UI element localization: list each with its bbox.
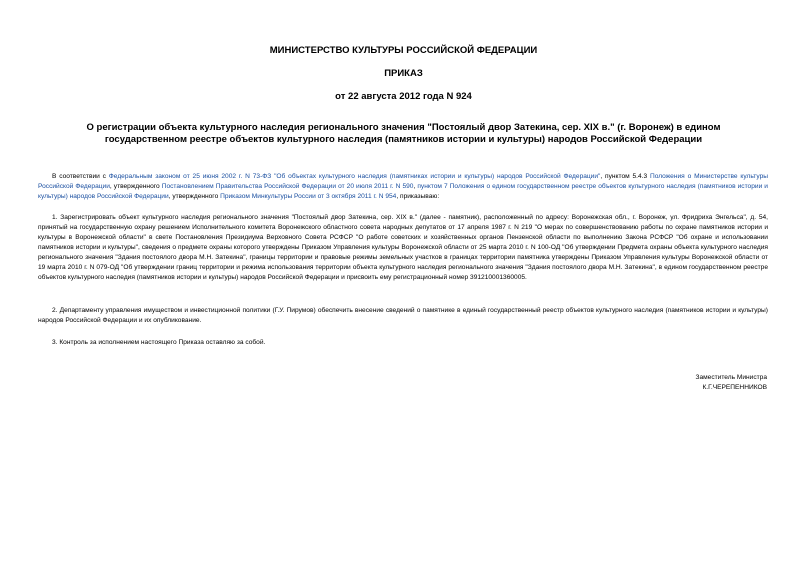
intro-text-3: , утвержденного — [109, 183, 162, 190]
ministry-heading: МИНИСТЕРСТВО КУЛЬТУРЫ РОССИЙСКОЙ ФЕДЕРАЦИИ — [269, 45, 538, 56]
item-1-text: 1. Зарегистрировать объект культурного наследия регионального значения "Постоялый двор Затекина, сер. XIX в." (далее - памятник), расположенный по адресу: Воронежская обл., г. Воронеж, ул. Фридриха Энгельса", д. 54, принятый на государственную охрану решением Исполнительного комитета Воронежского областного совета народных депутатов от 17 апреля 1987 г. N 219 "О мерах по совершенствованию работы по охране памятников истории и культуры в Воронежской области" в свете Постановления Президиума Верховного Совета РСФСР "О работе советских и хозяйственных органов Пензенской области по выполнению Закона РСФСР "Об охране и использовании памятников истории и культуры", сведения о предмете охраны которого утверждены Приказом Управления культуры Воронежской области от 25 марта 2010 г. N 100-ОД "Об утверждении Предмета охраны объекта культурного наследия регионального значения "Здания постоялого двора М.Н. Затекина", границы территории и правовые режимы земельных участков в границах территории памятника утверждены Приказом Управления культуры Воронежской области от 19 марта 2010 г. N 079-ОД "Об утверждении границ территории и режима использования территории объекта культурного наследия регионального значения "Здания постоялого двора М.Н. Затекина", в едином государственном реестре объектов культурного наследия (памятников истории и культуры) народов Российской Федерации и присвоить ему регистрационный номер 391210001360005. — [38, 214, 768, 281]
link-ministry-regulation[interactable]: Положения о Министерстве культуры Российской Федерации — [38, 173, 768, 190]
item-2-text: 2. Департаменту управления имуществом и инвестиционной политики (Г.У. Пирумов) обеспечить внесение сведений о памятнике в единый государственный реестр объектов культурного наследия (памятников истории и культуры) народов Российской Федерации и их опубликование. — [38, 307, 768, 324]
intro-text-6: , приказываю: — [396, 193, 440, 200]
item-1-paragraph — [38, 213, 768, 283]
link-federal-law[interactable]: Федеральным законом от 25 июня 2002 г. N 73-ФЗ "Об объектах культурного наследия (памятниках истории и культуры) народов Российской Федерации" — [108, 173, 601, 180]
link-ministry-order[interactable]: Приказом Минкультуры России от 3 октября 2011 г. N 954 — [220, 193, 397, 200]
item-3-paragraph — [38, 338, 768, 348]
link-registry-regulation[interactable]: пунктом 7 Положения о едином государственном реестре объектов культурного наследия (памятников истории и культуры) народов Российской Федерации — [38, 183, 768, 200]
intro-paragraph — [38, 172, 768, 202]
intro-text-2: , пунктом 5.4.3 — [600, 173, 650, 180]
item-3-text: 3. Контроль за исполнением настоящего Приказа оставляю за собой. — [52, 339, 266, 346]
link-government-resolution[interactable]: Постановлением Правительства Российской Федерации от 20 июля 2011 г. N 590 — [161, 183, 414, 190]
signature-name: К.Г.ЧЕРЕПЕННИКОВ — [702, 384, 767, 391]
intro-text-1: В соответствии с — [52, 173, 109, 180]
document-type-heading: ПРИКАЗ — [384, 68, 423, 79]
document-date-number: от 22 августа 2012 года N 924 — [335, 91, 472, 102]
intro-text-4: , — [413, 183, 418, 190]
item-2-paragraph — [38, 306, 768, 326]
intro-text-5: , утвержденного — [168, 193, 221, 200]
signature-position: Заместитель Министра — [695, 374, 767, 381]
document-title: О регистрации объекта культурного наследия регионального значения "Постоялый двор Затекина, сер. XIX в." (г. Воронеж) в едином государственном реестре объектов культурного наследия (памятников истории и культуры) народов Российской Федерации — [86, 122, 721, 145]
